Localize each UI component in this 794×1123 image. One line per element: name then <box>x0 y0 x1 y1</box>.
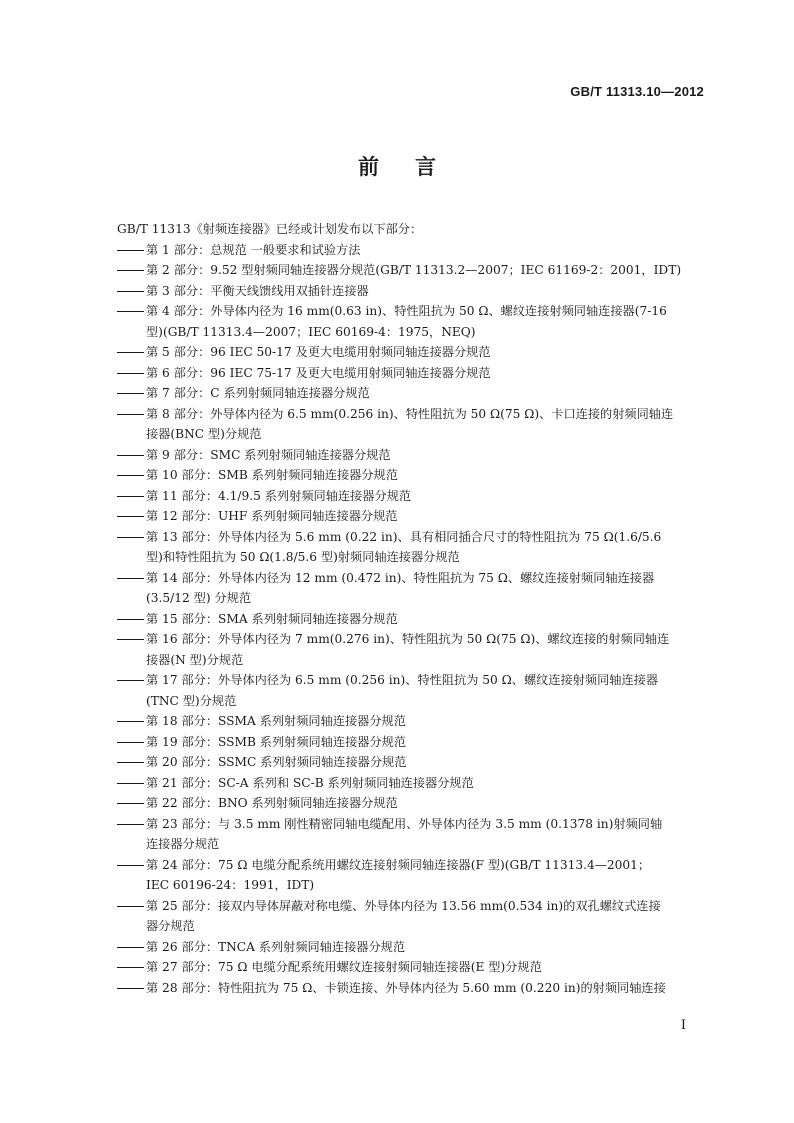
list-item-text: 第 17 部分：外导体内径为 6.5 mm (0.256 in)、特性阻抗为 50 Ω、螺纹连接射频同轴连接器 <box>146 673 659 687</box>
list-item <box>117 814 711 855</box>
em-dash <box>117 947 144 948</box>
list-item-text: 第 12 部分：UHF 系列射频同轴连接器分规范 <box>146 509 398 523</box>
em-dash <box>117 619 144 620</box>
list-item <box>117 732 711 753</box>
em-dash <box>117 865 144 866</box>
list-item-text: 第 27 部分：75 Ω 电缆分配系统用螺纹连接射频同轴连接器(E 型)分规范 <box>146 960 542 974</box>
list-item <box>117 281 711 302</box>
list-item-text: 第 18 部分：SSMA 系列射频同轴连接器分规范 <box>146 714 406 728</box>
list-item-text: 接器(N 型)分规范 <box>146 652 244 667</box>
list-item <box>117 752 711 773</box>
list-item-text: 第 5 部分：96 IEC 50-17 及更大电缆用射频同轴连接器分规范 <box>146 345 491 359</box>
list-item-text: 第 10 部分：SMB 系列射频同轴连接器分规范 <box>146 468 398 482</box>
em-dash <box>117 414 144 415</box>
list-item-text: 第 6 部分：96 IEC 75-17 及更大电缆用射频同轴连接器分规范 <box>146 365 491 380</box>
list-item-text: 第 7 部分：C 系列射频同轴连接器分规范 <box>146 386 370 400</box>
em-dash <box>117 721 144 722</box>
list-item-text: 第 16 部分：外导体内径为 7 mm(0.276 in)、特性阻抗为 50 Ω(75 Ω)、螺纹连接的射频同轴连 <box>146 632 670 646</box>
list-item-text: 第 1 部分：总规范 一般要求和试验方法 <box>146 242 361 257</box>
list-item <box>117 711 711 732</box>
list-item-text: 第 28 部分：特性阻抗为 75 Ω、卡锁连接、外导体内径为 5.60 mm (0.220 in)的射频同轴连接 <box>146 980 666 995</box>
list-item-text: 第 8 部分：外导体内径为 6.5 mm(0.256 in)、特性阻抗为 50 Ω(75 Ω)、卡口连接的射频同轴连 <box>146 406 674 421</box>
list-item <box>117 855 711 896</box>
standard-code: GB/T 11313.10—2012 <box>570 84 704 99</box>
page-title: 前言 <box>358 155 472 179</box>
list-item-text: 第 4 部分：外导体内径为 16 mm(0.63 in)、特性阻抗为 50 Ω、螺纹连接射频同轴连接器(7-16 <box>146 304 667 318</box>
em-dash <box>117 291 144 292</box>
list-item-text: (3.5/12 型) 分规范 <box>146 591 252 605</box>
em-dash <box>117 906 144 907</box>
em-dash <box>117 270 144 271</box>
em-dash <box>117 742 144 743</box>
list-item-text: 第 14 部分：外导体内径为 12 mm (0.472 in)、特性阻抗为 75 Ω、螺纹连接射频同轴连接器 <box>146 570 655 585</box>
list-item <box>117 937 711 958</box>
list-item <box>117 527 711 568</box>
list-item-text: 第 26 部分：TNCA 系列射频同轴连接器分规范 <box>146 939 406 954</box>
list-item-text: 第 13 部分：外导体内径为 5.6 mm (0.22 in)、具有相同插合尺寸的特性阻抗为 75 Ω(1.6/5.6 <box>146 529 662 544</box>
list-item-text: 第 25 部分：接双内导体屏蔽对称电缆、外导体内径为 13.56 mm(0.534 in)的双孔螺纹式连接 <box>146 898 661 913</box>
list-item-text: 器分规范 <box>146 919 195 933</box>
em-dash <box>117 352 144 353</box>
list-item <box>117 383 711 404</box>
list-item <box>117 363 711 384</box>
list-item <box>117 506 711 527</box>
em-dash <box>117 250 144 251</box>
intro-text: GB/T 11313《射频连接器》已经或计划发布以下部分： <box>117 222 423 236</box>
em-dash <box>117 578 144 579</box>
list-item-text: 接器(BNC 型)分规范 <box>146 427 262 441</box>
list-item-text: (TNC 型)分规范 <box>146 693 237 708</box>
em-dash <box>117 475 144 476</box>
em-dash <box>117 680 144 681</box>
em-dash <box>117 537 144 538</box>
list-item <box>117 445 711 466</box>
list-item <box>117 670 711 711</box>
list-item <box>117 486 711 507</box>
list-item <box>117 793 711 814</box>
list-item <box>117 957 711 978</box>
list-item <box>117 240 711 261</box>
em-dash <box>117 516 144 517</box>
list-item-text: 第 23 部分：与 3.5 mm 刚性精密同轴电缆配用、外导体内径为 3.5 mm (0.1378 in)射频同轴 <box>146 816 663 831</box>
list-item-text: 第 11 部分：4.1/9.5 系列射频同轴连接器分规范 <box>146 488 412 503</box>
list-item-text: 型)和特性阻抗为 50 Ω(1.8/5.6 型)射频同轴连接器分规范 <box>146 550 460 564</box>
list-item-text: 第 15 部分：SMA 系列射频同轴连接器分规范 <box>146 611 398 626</box>
list-item-text: 型)(GB/T 11313.4—2007；IEC 60169-4：1975，NEQ) <box>146 324 476 339</box>
list-item <box>117 260 711 281</box>
list-item-text: 第 20 部分：SSMC 系列射频同轴连接器分规范 <box>146 755 407 769</box>
list-item-text: 第 24 部分：75 Ω 电缆分配系统用螺纹连接射频同轴连接器(F 型)(GB/T 11313.4—2001； <box>146 857 651 872</box>
em-dash <box>117 783 144 784</box>
list-item-text: IEC 60196-24：1991，IDT) <box>146 878 315 892</box>
list-item-text: 第 21 部分：SC-A 系列和 SC-B 系列射频同轴连接器分规范 <box>146 775 474 790</box>
list-item-text: 连接器分规范 <box>146 837 220 851</box>
em-dash <box>117 803 144 804</box>
em-dash <box>117 967 144 968</box>
em-dash <box>117 639 144 640</box>
parts-list <box>117 219 711 998</box>
list-item <box>117 629 711 670</box>
list-item-text: 第 19 部分：SSMB 系列射频同轴连接器分规范 <box>146 734 407 749</box>
list-item <box>117 609 711 630</box>
em-dash <box>117 496 144 497</box>
list-item <box>117 465 711 486</box>
list-item <box>117 404 711 445</box>
em-dash <box>117 311 144 312</box>
list-item <box>117 773 711 794</box>
em-dash <box>117 455 144 456</box>
list-item <box>117 301 711 342</box>
em-dash <box>117 762 144 763</box>
em-dash <box>117 393 144 394</box>
list-item-text: 第 3 部分：平衡天线馈线用双插针连接器 <box>146 283 369 298</box>
em-dash <box>117 373 144 374</box>
page-number: I <box>680 1018 686 1033</box>
list-item <box>117 978 711 999</box>
list-item <box>117 896 711 937</box>
list-item-text: 第 2 部分：9.52 型射频同轴连接器分规范(GB/T 11313.2—2007；IEC 61169-2：2001，IDT) <box>146 263 682 277</box>
list-item-text: 第 22 部分：BNO 系列射频同轴连接器分规范 <box>146 796 398 810</box>
em-dash <box>117 988 144 989</box>
em-dash <box>117 824 144 825</box>
list-item <box>117 568 711 609</box>
list-item <box>117 342 711 363</box>
list-item-text: 第 9 部分：SMC 系列射频同轴连接器分规范 <box>146 447 391 462</box>
